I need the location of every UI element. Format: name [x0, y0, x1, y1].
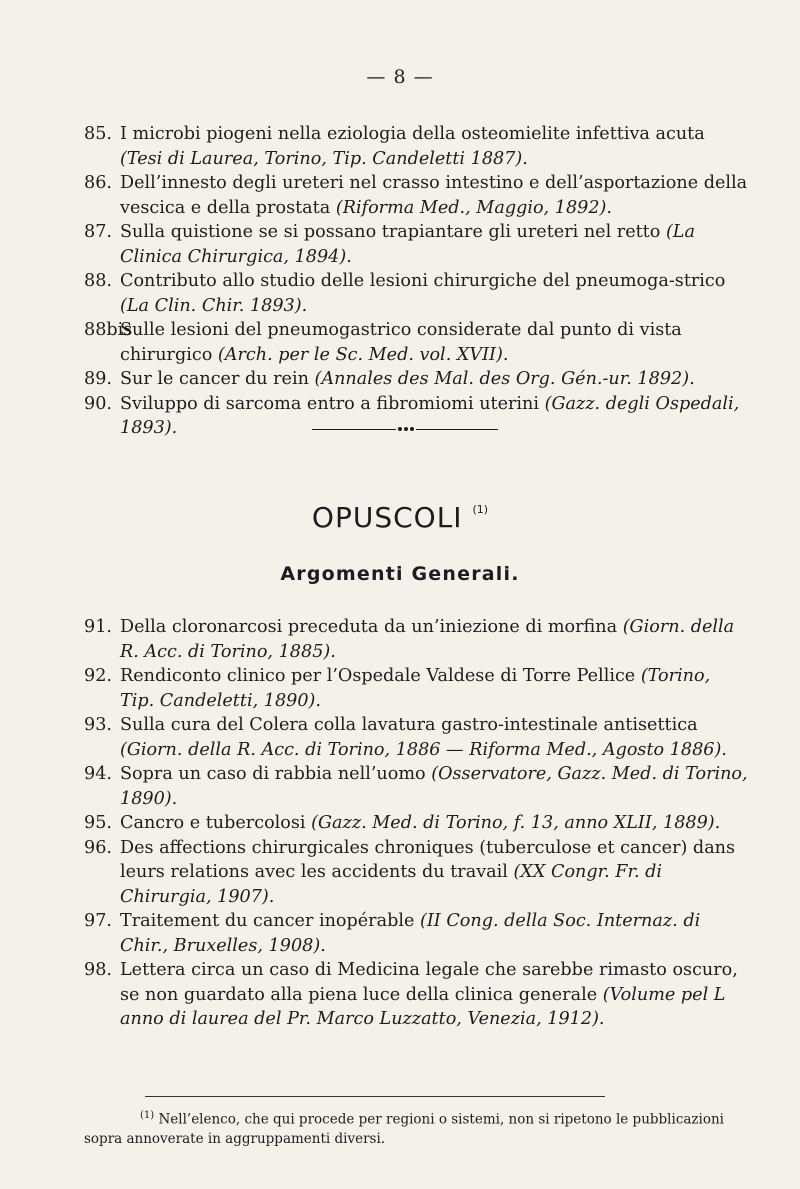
list-item	[84, 269, 748, 318]
list-item	[84, 836, 748, 910]
entry-title: Lettera circa un caso di Medicina legale che sarebbe rimasto oscuro, se non guardato alla piena luce della clinica generale	[120, 960, 738, 1005]
section-heading	[0, 501, 800, 534]
list-item	[84, 713, 748, 762]
list-item	[84, 664, 748, 713]
entry-number: 98.	[84, 960, 112, 980]
list-item	[84, 615, 748, 664]
list-item	[84, 220, 748, 269]
footnote-divider	[145, 1096, 605, 1097]
list-item	[84, 909, 748, 958]
entry-title: I microbi piogeni nella eziologia della osteomielite infettiva acuta	[120, 124, 705, 144]
entry-reference: (La Clin. Chir. 1893).	[120, 295, 308, 316]
entry-reference: (Riforma Med., Maggio, 1892).	[335, 197, 612, 218]
entry-reference: (Giorn. della R. Acc. di Torino, 1886 — Riforma Med., Agosto 1886).	[120, 739, 727, 760]
entry-title: Traitement du cancer inopérable	[120, 911, 420, 931]
section-subheading: Argomenti Generali.	[280, 563, 520, 585]
entry-number: 86.	[84, 173, 112, 193]
list-item	[84, 318, 748, 367]
entry-title: Della cloronarcosi preceduta da un’iniezione di morfina	[120, 617, 623, 637]
entry-reference: (Osservatore, Gazz. Med. di Torino, 1890).	[120, 764, 748, 809]
entry-title: Sulle lesioni del pneumogastrico considerate dal punto di vista chirurgico	[120, 320, 682, 365]
entry-number: 89.	[84, 369, 112, 389]
list-item	[84, 171, 748, 220]
entry-title: Sopra un caso di rabbia nell’uomo	[120, 764, 432, 784]
list-item	[84, 367, 748, 392]
entry-reference: (Gazz. degli Ospedali, 1893).	[120, 393, 740, 438]
entry-title: Des affections chirurgicales chroniques (tuberculose et cancer) dans leurs relations avec les accidents du travail	[120, 837, 736, 882]
publication-list-top	[84, 122, 748, 441]
entry-reference: (Torino, Tip. Candeletti, 1890).	[120, 666, 711, 711]
list-item	[84, 122, 748, 171]
section-divider	[312, 429, 498, 431]
entry-reference: (Tesi di Laurea, Torino, Tip. Candeletti 1887).	[120, 148, 528, 169]
entry-number: 85.	[84, 124, 112, 144]
entry-number: 94.	[84, 764, 112, 784]
entry-number: 92.	[84, 666, 112, 686]
entry-reference: (Volume pel L anno di laurea del Pr. Marco Luzzatto, Venezia, 1912).	[120, 984, 726, 1029]
list-item	[84, 958, 748, 1032]
page-number: — 8 —	[366, 66, 434, 88]
list-item	[84, 811, 748, 836]
entry-title: Sulla quistione se si possano trapiantare gli ureteri nel retto	[120, 222, 666, 242]
entry-reference: (La Clinica Chirurgica, 1894).	[120, 222, 695, 267]
entry-title: Sviluppo di sarcoma entro a fibromiomi uterini	[120, 393, 545, 414]
entry-number: 90.	[84, 393, 112, 414]
entry-title: Contributo allo studio delle lesioni chirurgiche del pneumoga-strico	[120, 271, 726, 291]
entry-title: Dell’innesto degli ureteri nel crasso intestino e dell’asportazione della vescica e della prostata	[120, 173, 748, 218]
entry-reference: (II Cong. della Soc. Internaz. di Chir., Bruxelles, 1908).	[120, 911, 701, 956]
entry-reference: (XX Congr. Fr. di Chirurgia, 1907).	[120, 862, 663, 907]
footnote-mark: (1)	[140, 1110, 155, 1121]
entry-number: 88bis	[84, 320, 133, 340]
footnote-text: Nell’elenco, che qui procede per regioni o sistemi, non si ripetono le pubblicazioni sopra annoverate in aggruppamenti diversi.	[84, 1111, 724, 1147]
heading-text: OPUSCOLI	[311, 501, 463, 534]
publication-list-bottom	[84, 615, 748, 1032]
entry-reference: (Gazz. Med. di Torino, f. 13, anno XLII, 1889).	[311, 813, 721, 833]
entry-reference: (Arch. per le Sc. Med. vol. XVII).	[217, 344, 509, 365]
entry-number: 95.	[84, 813, 112, 833]
entry-title: Sur le cancer du rein	[120, 369, 315, 389]
entry-number: 88.	[84, 271, 112, 291]
entry-number: 87.	[84, 222, 112, 242]
entry-number: 97.	[84, 911, 112, 931]
list-item	[84, 392, 748, 441]
footnote	[84, 1106, 744, 1149]
entry-number: 96.	[84, 837, 112, 858]
entry-title: Rendiconto clinico per l’Ospedale Valdese di Torre Pellice	[120, 666, 641, 686]
entry-title: Sulla cura del Colera colla lavatura gastro-intestinale antisettica	[120, 715, 698, 735]
entry-title: Cancro e tubercolosi	[120, 813, 312, 833]
entry-number: 91.	[84, 617, 112, 637]
entry-reference: (Giorn. della R. Acc. di Torino, 1885).	[120, 617, 735, 662]
entry-number: 93.	[84, 715, 112, 735]
list-item	[84, 762, 748, 811]
entry-reference: (Annales des Mal. des Org. Gén.-ur. 1892).	[314, 369, 695, 389]
heading-footnote-mark: (1)	[472, 503, 489, 516]
